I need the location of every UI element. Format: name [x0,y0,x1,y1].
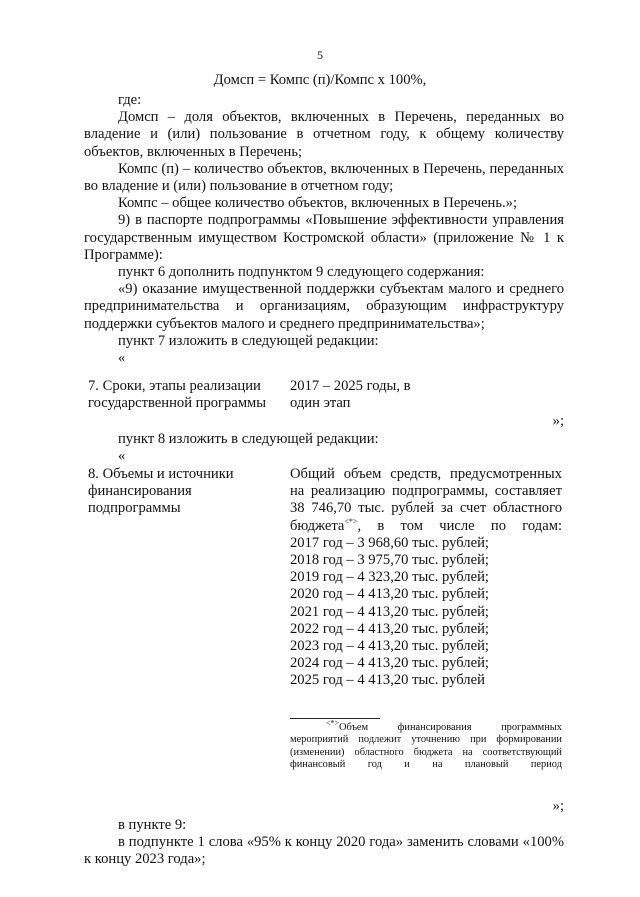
funding-total: Общий объем средств, предусмотренных на реализацию подпрограммы, составляет 38 746,70 тыс. рублей за счет областного бюджета<*>, в том числе по годам: [290,466,562,534]
row-8-label: 8. Объемы и источники финансирования подпрограммы [88,466,234,517]
point-8-intro: пункт 8 изложить в следующей редакции: [118,431,379,447]
funding-year-2020: 2020 год – 4 413,20 тыс. рублей; [290,586,489,603]
funding-year-2024: 2024 год – 4 413,20 тыс. рублей; [290,655,489,672]
row-7-value: 2017 – 2025 годы, в один этап [290,378,411,412]
footnote-ref: <*> [344,516,358,526]
footnote-mark: <*> [326,718,340,728]
point-9-intro: в пункте 9: [118,817,187,833]
funding-year-2019: 2019 год – 4 323,20 тыс. рублей; [290,569,489,586]
point-6-intro: пункт 6 дополнить подпунктом 9 следующего содержания: [118,264,485,281]
footnote: <*>Объем финансирования программных мероприятий подлежит уточнению при формировании (изменении) областного бюджета на соответствующий финансовый год и на плановый период [290,718,562,771]
where-label: где: [118,92,142,108]
row-8-value [290,466,562,690]
open-quote-8: « [118,448,126,465]
funding-year-2017: 2017 год – 3 968,60 тыс. рублей; [290,534,489,551]
point-6-text: «9) оказание имущественной поддержки субъектам малого и среднего предпринимательства и организациям, образующим инфраструктуру поддержки субъектов малого и среднего предпринимательства»; [84,281,564,332]
formula: Домсп = Компс (п)/Компс х 100%, [213,72,427,88]
definitions-block [84,92,564,367]
point-7-intro: пункт 7 изложить в следующей редакции: [118,332,379,349]
point-9-block [84,817,564,869]
definition-komps-p: Компс (п) – количество объектов, включенных в Перечень, переданных во владение и (или) пользование в отчетном году; [84,160,564,195]
close-quote-7: »; [552,413,564,429]
item-9-paragraph: 9) в паспорте подпрограммы «Повышение эффективности управления государственным имуществом Костромской области» (приложение № 1 к Программе): [84,212,564,263]
funding-year-2022: 2022 год – 4 413,20 тыс. рублей; [290,620,489,637]
definition-domsp: Домсп – доля объектов, включенных в Перечень, переданных во владение и (или) пользование в отчетном году, к общему количеству объектов, включенных в Перечень; [84,109,564,160]
point-8-block [84,431,564,465]
row-7-label: 7. Сроки, этапы реализации государственной программы [88,378,267,412]
funding-year-2021: 2021 год – 4 413,20 тыс. рублей; [290,603,489,620]
open-quote: « [118,350,126,367]
definition-komps: Компс – общее количество объектов, включенных в Перечень.»; [118,195,518,212]
close-quote-8: »; [552,798,564,814]
funding-year-2025: 2025 год – 4 413,20 тыс. рублей [290,672,485,689]
point-9-text: в подпункте 1 слова «95% к концу 2020 года» заменить словами «100% к концу 2023 года»; [84,834,564,868]
funding-year-2018: 2018 год – 3 975,70 тыс. рублей; [290,552,489,569]
page-number: 5 [317,48,323,62]
funding-year-2023: 2023 год – 4 413,20 тыс. рублей; [290,638,489,655]
